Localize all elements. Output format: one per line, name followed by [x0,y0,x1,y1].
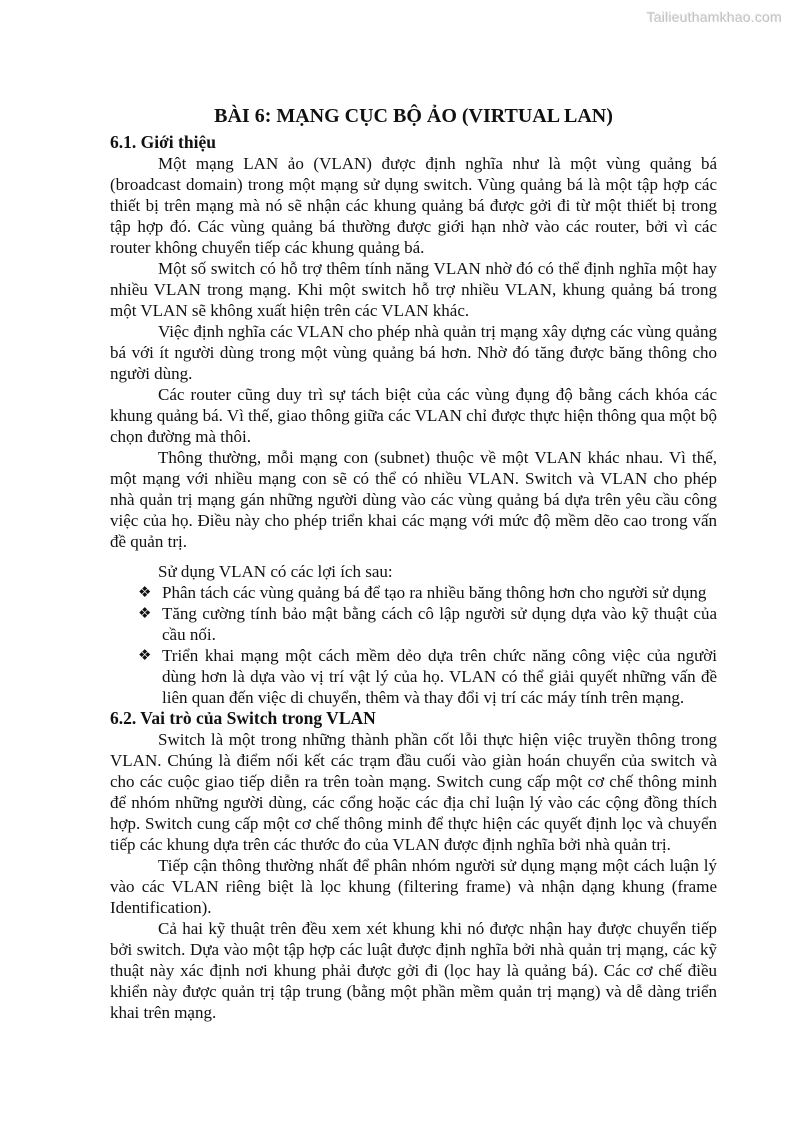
section-heading-6-2: 6.2. Vai trò của Switch trong VLAN [110,708,376,728]
list-item [110,603,717,645]
diamond-bullet-icon: ❖ [138,646,152,664]
diamond-bullet-icon: ❖ [138,583,152,601]
section-heading-6-1: 6.1. Giới thiệu [110,132,216,152]
benefits-list [110,582,717,708]
list-item-text: Tăng cường tính bảo mật bằng cách cô lập người sử dụng dựa vào kỹ thuật của cầu nối. [162,604,717,644]
paragraph: Việc định nghĩa các VLAN cho phép nhà quản trị mạng xây dựng các vùng quảng bá với ít người dùng trong một vùng quảng bá hơn. Nhờ đó tăng được băng thông cho người dùng. [110,322,717,383]
paragraph: Tiếp cận thông thường nhất để phân nhóm người sử dụng mạng một cách luận lý vào các VLAN riêng biệt là lọc khung (filtering frame) và nhận dạng khung (frame Identification). [110,856,717,917]
list-item [110,582,717,603]
paragraph: Cả hai kỹ thuật trên đều xem xét khung khi nó được nhận hay được chuyển tiếp bởi switch. Dựa vào một tập hợp các luật được định nghĩa bởi nhà quản trị mạng, các kỹ thuật này xác định nơi khung phải được gởi đi (lọc hay là quảng bá). Các cơ chế điều khiển này được quản trị tập trung (bằng một phần mềm quản trị mạng) và dễ dàng triển khai trên mạng. [110,919,717,1022]
paragraph: Switch là một trong những thành phần cốt lỗi thực hiện việc truyền thông trong VLAN. Chúng là điểm nối kết các trạm đầu cuối vào giàn hoán chuyển của switch và cho các cuộc giao tiếp diễn ra trên toàn mạng. Switch cung cấp một cơ chế thông minh để nhóm những người dùng, các cổng hoặc các địa chỉ luận lý vào các cộng đồng thích hợp. Switch cung cấp một cơ chế thông minh để thực hiện các quyết định lọc và chuyển tiếp các khung dựa trên các thước đo của VLAN được định nghĩa bởi nhà quản trị. [110,730,717,854]
paragraph: Các router cũng duy trì sự tách biệt của các vùng đụng độ bằng cách khóa các khung quảng bá. Vì thế, giao thông giữa các VLAN chỉ được thực hiện thông qua một bộ chọn đường mà thôi. [110,385,717,446]
watermark: Tailieuthamkhao.com [646,9,782,25]
list-item [110,645,717,708]
document-body [110,103,717,1023]
list-intro: Sử dụng VLAN có các lợi ích sau: [158,562,393,581]
paragraph: Thông thường, mỗi mạng con (subnet) thuộc về một VLAN khác nhau. Vì thế, một mạng với nhiều mạng con sẽ có thể có nhiều VLAN. Switch và VLAN cho phép nhà quản trị mạng gán những người dùng vào các vùng quảng bá dựa trên yêu cầu công việc của họ. Điều này cho phép triển khai các mạng với mức độ mềm dẽo cao trong vấn đề quản trị. [110,448,717,551]
diamond-bullet-icon: ❖ [138,604,152,622]
list-item-text: Phân tách các vùng quảng bá để tạo ra nhiều băng thông hơn cho người sử dụng [162,583,707,602]
list-item-text: Triển khai mạng một cách mềm dẻo dựa trên chức năng công việc của người dùng hơn là dựa vào vị trí vật lý của họ. VLAN có thể giải quyết những vấn đề liên quan đến việc di chuyển, thêm và thay đổi vị trí các máy tính trên mạng. [162,646,717,707]
page-title: BÀI 6: MẠNG CỤC BỘ ẢO (VIRTUAL LAN) [214,105,613,127]
paragraph: Một số switch có hỗ trợ thêm tính năng VLAN nhờ đó có thể định nghĩa một hay nhiều VLAN trong mạng. Khi một switch hỗ trợ nhiều VLAN, khung quảng bá trong một VLAN sẽ không xuất hiện trên các VLAN khác. [110,259,717,320]
paragraph: Một mạng LAN ảo (VLAN) được định nghĩa như là một vùng quảng bá (broadcast domain) trong một mạng sử dụng switch. Vùng quảng bá là một tập hợp các thiết bị trên mạng mà nó sẽ nhận các khung quảng bá được gởi đi từ một thiết bị trong tập hợp đó. Các vùng quảng bá thường được giới hạn nhờ vào các router, bởi vì các router không chuyển tiếp các khung quảng bá. [110,154,717,257]
